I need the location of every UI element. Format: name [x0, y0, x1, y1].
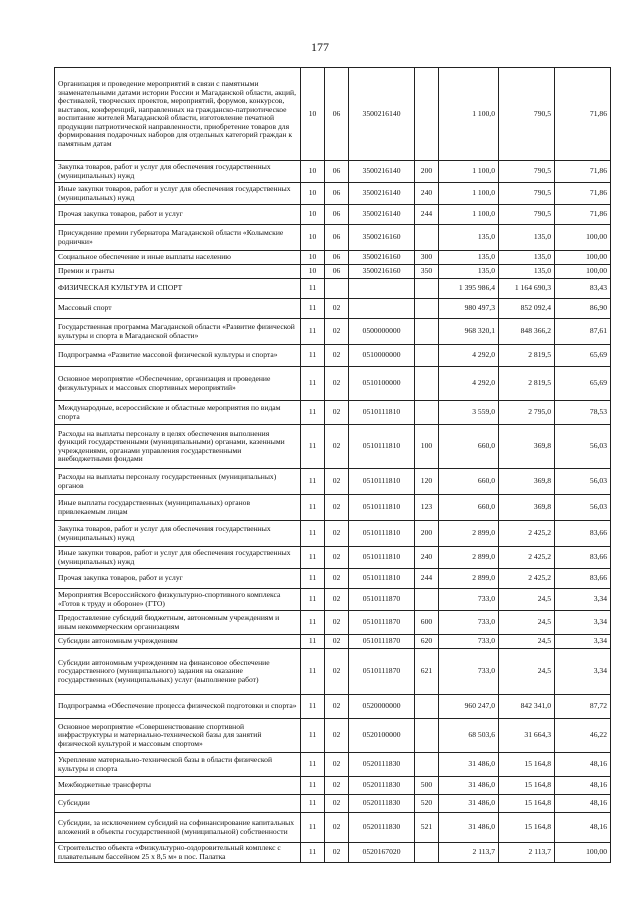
- row-target-article: 0510111870: [349, 649, 415, 695]
- row-plan-amount: 960 247,0: [439, 695, 499, 719]
- row-name: Закупка товаров, работ и услуг для обеспечения государственных (муниципальных) нужд: [55, 161, 301, 183]
- row-section: 11: [301, 495, 325, 521]
- row-expense-type: 621: [415, 649, 439, 695]
- row-plan-amount: 4 292,0: [439, 367, 499, 401]
- row-actual-amount: 135,0: [499, 265, 555, 279]
- row-subsection: 02: [325, 345, 349, 367]
- row-section: 11: [301, 425, 325, 469]
- row-plan-amount: 733,0: [439, 611, 499, 635]
- table-row: [55, 265, 611, 279]
- row-expense-type: [415, 401, 439, 425]
- row-plan-amount: 135,0: [439, 251, 499, 265]
- row-expense-type: 100: [415, 425, 439, 469]
- row-target-article: [349, 279, 415, 299]
- row-expense-type: [415, 367, 439, 401]
- row-execution-percent: 87,72: [555, 695, 611, 719]
- row-expense-type: [415, 225, 439, 251]
- row-target-article: [349, 299, 415, 319]
- row-section: 11: [301, 843, 325, 863]
- row-expense-type: [415, 319, 439, 345]
- row-name: Предоставление субсидий бюджетным, автономным учреждениям и иным некоммерческим организациям: [55, 611, 301, 635]
- row-expense-type: 500: [415, 777, 439, 795]
- row-name: Организация и проведение мероприятий в связи с памятными знаменательными датами истории России и Магаданской области, акций, фестивалей, творческих проектов, мероприятий, форумов, конкурсов, выставок, конференций, направленных на гражданско-патриотическое воспитание жителей Магаданской области, изготовление печатной продукции патриотической направленности, приобретение товаров для формирования подарочных наборов для отдельных категорий граждан к памятным датам: [55, 68, 301, 161]
- row-subsection: 02: [325, 425, 349, 469]
- row-expense-type: [415, 589, 439, 611]
- row-actual-amount: 2 425,2: [499, 547, 555, 569]
- row-expense-type: [415, 345, 439, 367]
- table-row: [55, 183, 611, 205]
- row-name: Расходы на выплаты персоналу государственных (муниципальных) органов: [55, 469, 301, 495]
- page-number: 177: [311, 40, 329, 54]
- row-actual-amount: 135,0: [499, 225, 555, 251]
- row-expense-type: 200: [415, 161, 439, 183]
- row-actual-amount: 24,5: [499, 635, 555, 649]
- row-actual-amount: 790,5: [499, 183, 555, 205]
- row-target-article: 0510111810: [349, 569, 415, 589]
- table-row: [55, 795, 611, 813]
- row-execution-percent: 83,66: [555, 569, 611, 589]
- row-actual-amount: 2 819,5: [499, 367, 555, 401]
- row-execution-percent: 100,00: [555, 843, 611, 863]
- row-execution-percent: 48,16: [555, 795, 611, 813]
- row-name: Субсидии, за исключением субсидий на софинансирование капитальных вложений в объекты государственной (муниципальной) собственности: [55, 813, 301, 843]
- row-expense-type: 244: [415, 205, 439, 225]
- row-section: 11: [301, 521, 325, 547]
- row-target-article: 3500216160: [349, 225, 415, 251]
- table-row: [55, 777, 611, 795]
- row-plan-amount: 733,0: [439, 649, 499, 695]
- row-section: 11: [301, 299, 325, 319]
- table-row: [55, 68, 611, 161]
- budget-table: [54, 67, 611, 863]
- table-row: [55, 611, 611, 635]
- row-expense-type: 240: [415, 547, 439, 569]
- row-subsection: 02: [325, 521, 349, 547]
- row-execution-percent: 3,34: [555, 635, 611, 649]
- row-subsection: 06: [325, 251, 349, 265]
- row-actual-amount: 2 425,2: [499, 569, 555, 589]
- row-actual-amount: 15 164,8: [499, 777, 555, 795]
- row-execution-percent: 100,00: [555, 265, 611, 279]
- row-actual-amount: 24,5: [499, 611, 555, 635]
- row-name: Строительство объекта «Физкультурно-оздоровительный комплекс с плавательным бассейном 25 х 8,5 м» в пос. Палатка: [55, 843, 301, 863]
- row-name: Прочая закупка товаров, работ и услуг: [55, 569, 301, 589]
- row-execution-percent: 71,86: [555, 205, 611, 225]
- table-row: [55, 753, 611, 777]
- row-plan-amount: 660,0: [439, 425, 499, 469]
- row-plan-amount: 980 497,3: [439, 299, 499, 319]
- row-plan-amount: 135,0: [439, 265, 499, 279]
- row-subsection: 02: [325, 635, 349, 649]
- row-actual-amount: 790,5: [499, 161, 555, 183]
- row-execution-percent: 56,03: [555, 469, 611, 495]
- row-plan-amount: 2 899,0: [439, 547, 499, 569]
- row-section: 10: [301, 183, 325, 205]
- row-target-article: 0510111870: [349, 635, 415, 649]
- row-section: 11: [301, 547, 325, 569]
- table-row: [55, 521, 611, 547]
- row-actual-amount: 15 164,8: [499, 795, 555, 813]
- row-subsection: 02: [325, 569, 349, 589]
- row-plan-amount: 31 486,0: [439, 813, 499, 843]
- row-plan-amount: 1 100,0: [439, 161, 499, 183]
- row-section: 10: [301, 265, 325, 279]
- row-target-article: 0510111810: [349, 547, 415, 569]
- row-section: 11: [301, 279, 325, 299]
- row-plan-amount: 968 320,1: [439, 319, 499, 345]
- row-expense-type: 520: [415, 795, 439, 813]
- row-subsection: 02: [325, 611, 349, 635]
- row-name: Межбюджетные трансферты: [55, 777, 301, 795]
- row-execution-percent: 83,66: [555, 547, 611, 569]
- row-expense-type: [415, 279, 439, 299]
- row-plan-amount: 3 559,0: [439, 401, 499, 425]
- table-row: [55, 649, 611, 695]
- row-subsection: 06: [325, 225, 349, 251]
- row-target-article: 0520000000: [349, 695, 415, 719]
- row-section: 11: [301, 813, 325, 843]
- row-name: Субсидии автономным учреждениям: [55, 635, 301, 649]
- row-execution-percent: 83,43: [555, 279, 611, 299]
- row-section: 10: [301, 251, 325, 265]
- row-expense-type: 600: [415, 611, 439, 635]
- row-section: 11: [301, 367, 325, 401]
- row-name: Субсидии автономным учреждениям на финансовое обеспечение государственного (муниципального) задания на оказание государственных (муниципальных) услуг (выполнение работ): [55, 649, 301, 695]
- row-subsection: 02: [325, 753, 349, 777]
- row-section: 11: [301, 589, 325, 611]
- row-expense-type: 620: [415, 635, 439, 649]
- row-actual-amount: 852 092,4: [499, 299, 555, 319]
- row-target-article: 3500216140: [349, 205, 415, 225]
- row-expense-type: 350: [415, 265, 439, 279]
- table-row: [55, 495, 611, 521]
- table-row: [55, 279, 611, 299]
- row-execution-percent: 78,53: [555, 401, 611, 425]
- row-execution-percent: 3,34: [555, 611, 611, 635]
- row-expense-type: [415, 68, 439, 161]
- row-name: Социальное обеспечение и иные выплаты населению: [55, 251, 301, 265]
- row-subsection: 02: [325, 469, 349, 495]
- row-plan-amount: 1 100,0: [439, 68, 499, 161]
- row-expense-type: 244: [415, 569, 439, 589]
- row-subsection: 02: [325, 795, 349, 813]
- row-plan-amount: 2 899,0: [439, 521, 499, 547]
- row-name: Премии и гранты: [55, 265, 301, 279]
- row-execution-percent: 100,00: [555, 251, 611, 265]
- row-target-article: 0520167020: [349, 843, 415, 863]
- row-name: Закупка товаров, работ и услуг для обеспечения государственных (муниципальных) нужд: [55, 521, 301, 547]
- row-target-article: 0510111810: [349, 425, 415, 469]
- row-section: 11: [301, 649, 325, 695]
- table-row: [55, 251, 611, 265]
- row-name: Международные, всероссийские и областные мероприятия по видам спорта: [55, 401, 301, 425]
- row-target-article: 0510111870: [349, 611, 415, 635]
- row-expense-type: [415, 753, 439, 777]
- row-subsection: 02: [325, 813, 349, 843]
- row-plan-amount: 1 100,0: [439, 205, 499, 225]
- row-plan-amount: 733,0: [439, 635, 499, 649]
- row-target-article: 0510111810: [349, 495, 415, 521]
- row-actual-amount: 15 164,8: [499, 813, 555, 843]
- row-plan-amount: 2 113,7: [439, 843, 499, 863]
- row-target-article: 0500000000: [349, 319, 415, 345]
- row-subsection: 02: [325, 589, 349, 611]
- row-subsection: 02: [325, 649, 349, 695]
- row-plan-amount: 4 292,0: [439, 345, 499, 367]
- row-target-article: 0510111870: [349, 589, 415, 611]
- table-row: [55, 719, 611, 753]
- row-plan-amount: 31 486,0: [439, 795, 499, 813]
- table-row: [55, 843, 611, 863]
- table-row: [55, 225, 611, 251]
- row-actual-amount: 135,0: [499, 251, 555, 265]
- row-section: 11: [301, 319, 325, 345]
- row-actual-amount: 24,5: [499, 589, 555, 611]
- row-target-article: 3500216160: [349, 265, 415, 279]
- row-subsection: 06: [325, 161, 349, 183]
- row-expense-type: 300: [415, 251, 439, 265]
- table-row: [55, 299, 611, 319]
- row-actual-amount: 15 164,8: [499, 753, 555, 777]
- row-actual-amount: 369,8: [499, 425, 555, 469]
- row-name: Расходы на выплаты персоналу в целях обеспечения выполнения функций государственными (муниципальными) органами, казенными учреждениями, органами управления государственными внебюджетными фондами: [55, 425, 301, 469]
- row-execution-percent: 65,69: [555, 345, 611, 367]
- row-expense-type: 123: [415, 495, 439, 521]
- row-section: 11: [301, 635, 325, 649]
- row-section: 11: [301, 569, 325, 589]
- table-row: [55, 469, 611, 495]
- row-plan-amount: 31 486,0: [439, 777, 499, 795]
- row-execution-percent: 56,03: [555, 495, 611, 521]
- row-target-article: 0510111810: [349, 401, 415, 425]
- row-target-article: 3500216140: [349, 161, 415, 183]
- row-plan-amount: 660,0: [439, 469, 499, 495]
- row-subsection: 02: [325, 719, 349, 753]
- row-target-article: 3500216140: [349, 183, 415, 205]
- row-subsection: 02: [325, 367, 349, 401]
- row-section: 11: [301, 753, 325, 777]
- row-section: 11: [301, 345, 325, 367]
- row-target-article: 0510111810: [349, 469, 415, 495]
- row-subsection: 02: [325, 401, 349, 425]
- table-row: [55, 569, 611, 589]
- row-execution-percent: 86,90: [555, 299, 611, 319]
- row-section: 11: [301, 695, 325, 719]
- row-execution-percent: 48,16: [555, 813, 611, 843]
- row-target-article: 0510000000: [349, 345, 415, 367]
- row-name: Иные выплаты государственных (муниципальных) органов привлекаемым лицам: [55, 495, 301, 521]
- row-execution-percent: 56,03: [555, 425, 611, 469]
- table-row: [55, 589, 611, 611]
- table-row: [55, 161, 611, 183]
- row-target-article: 0510100000: [349, 367, 415, 401]
- row-name: Иные закупки товаров, работ и услуг для обеспечения государственных (муниципальных) нужд: [55, 183, 301, 205]
- row-execution-percent: 71,86: [555, 183, 611, 205]
- row-execution-percent: 48,16: [555, 753, 611, 777]
- row-actual-amount: 2 425,2: [499, 521, 555, 547]
- row-actual-amount: 2 819,5: [499, 345, 555, 367]
- row-subsection: 06: [325, 205, 349, 225]
- table-row: [55, 345, 611, 367]
- row-name: Подпрограмма «Обеспечение процесса физической подготовки и спорта»: [55, 695, 301, 719]
- row-section: 11: [301, 401, 325, 425]
- row-actual-amount: 369,8: [499, 469, 555, 495]
- row-actual-amount: 790,5: [499, 68, 555, 161]
- row-name: Укрепление материально-технической базы в области физической культуры и спорта: [55, 753, 301, 777]
- table-row: [55, 547, 611, 569]
- row-expense-type: [415, 299, 439, 319]
- row-name: Присуждение премии губернатора Магаданской области «Колымские роднички»: [55, 225, 301, 251]
- row-execution-percent: 71,86: [555, 68, 611, 161]
- row-name: Государственная программа Магаданской области «Развитие физической культуры и спорта в Магаданской области»: [55, 319, 301, 345]
- table-row: [55, 401, 611, 425]
- row-plan-amount: 68 503,6: [439, 719, 499, 753]
- row-subsection: 02: [325, 843, 349, 863]
- table-row: [55, 205, 611, 225]
- row-actual-amount: 1 164 690,3: [499, 279, 555, 299]
- row-subsection: 02: [325, 299, 349, 319]
- row-actual-amount: 2 113,7: [499, 843, 555, 863]
- row-subsection: 06: [325, 265, 349, 279]
- row-subsection: [325, 279, 349, 299]
- row-expense-type: [415, 843, 439, 863]
- row-expense-type: 200: [415, 521, 439, 547]
- row-section: 11: [301, 777, 325, 795]
- row-expense-type: 521: [415, 813, 439, 843]
- row-subsection: 02: [325, 495, 349, 521]
- row-section: 11: [301, 611, 325, 635]
- row-subsection: 02: [325, 547, 349, 569]
- row-actual-amount: 369,8: [499, 495, 555, 521]
- row-actual-amount: 848 366,2: [499, 319, 555, 345]
- row-execution-percent: 3,34: [555, 649, 611, 695]
- row-section: 10: [301, 161, 325, 183]
- table-row: [55, 425, 611, 469]
- row-subsection: 02: [325, 319, 349, 345]
- row-name: Основное мероприятие «Обеспечение, организация и проведение физкультурных и массовых спортивных мероприятий»: [55, 367, 301, 401]
- row-target-article: 3500216160: [349, 251, 415, 265]
- row-name: Субсидии: [55, 795, 301, 813]
- row-expense-type: 240: [415, 183, 439, 205]
- row-name: Подпрограмма «Развитие массовой физической культуры и спорта»: [55, 345, 301, 367]
- row-target-article: 3500216140: [349, 68, 415, 161]
- row-section: 10: [301, 225, 325, 251]
- row-plan-amount: 733,0: [439, 589, 499, 611]
- table-row: [55, 813, 611, 843]
- row-target-article: 0520100000: [349, 719, 415, 753]
- table-row: [55, 635, 611, 649]
- table-row: [55, 319, 611, 345]
- row-section: 11: [301, 795, 325, 813]
- row-actual-amount: 790,5: [499, 205, 555, 225]
- row-actual-amount: 31 664,3: [499, 719, 555, 753]
- row-target-article: 0510111810: [349, 521, 415, 547]
- row-name: Иные закупки товаров, работ и услуг для обеспечения государственных (муниципальных) нужд: [55, 547, 301, 569]
- row-expense-type: [415, 719, 439, 753]
- row-plan-amount: 2 899,0: [439, 569, 499, 589]
- row-execution-percent: 46,22: [555, 719, 611, 753]
- row-execution-percent: 48,16: [555, 777, 611, 795]
- row-expense-type: 120: [415, 469, 439, 495]
- row-subsection: 06: [325, 68, 349, 161]
- row-section: 11: [301, 469, 325, 495]
- row-section: 10: [301, 205, 325, 225]
- row-execution-percent: 83,66: [555, 521, 611, 547]
- row-target-article: 0520111830: [349, 813, 415, 843]
- row-plan-amount: 660,0: [439, 495, 499, 521]
- table-row: [55, 367, 611, 401]
- row-target-article: 0520111830: [349, 777, 415, 795]
- row-execution-percent: 65,69: [555, 367, 611, 401]
- row-name: ФИЗИЧЕСКАЯ КУЛЬТУРА И СПОРТ: [55, 279, 301, 299]
- row-subsection: 06: [325, 183, 349, 205]
- row-plan-amount: 31 486,0: [439, 753, 499, 777]
- row-name: Мероприятия Всероссийского физкультурно-спортивного комплекса «Готов к труду и обороне» (ГТО): [55, 589, 301, 611]
- budget-table-body: [55, 68, 611, 863]
- row-actual-amount: 2 795,0: [499, 401, 555, 425]
- row-execution-percent: 87,61: [555, 319, 611, 345]
- row-plan-amount: 135,0: [439, 225, 499, 251]
- row-execution-percent: 3,34: [555, 589, 611, 611]
- row-target-article: 0520111830: [349, 753, 415, 777]
- row-subsection: 02: [325, 695, 349, 719]
- row-execution-percent: 100,00: [555, 225, 611, 251]
- row-section: 11: [301, 719, 325, 753]
- row-name: Массовый спорт: [55, 299, 301, 319]
- table-row: [55, 695, 611, 719]
- row-target-article: 0520111830: [349, 795, 415, 813]
- row-subsection: 02: [325, 777, 349, 795]
- row-execution-percent: 71,86: [555, 161, 611, 183]
- row-name: Основное мероприятие «Совершенствование спортивной инфраструктуры и материально-технической базы для занятий физической культурой и массовым спортом»: [55, 719, 301, 753]
- row-actual-amount: 842 341,0: [499, 695, 555, 719]
- row-expense-type: [415, 695, 439, 719]
- row-plan-amount: 1 395 986,4: [439, 279, 499, 299]
- row-section: 10: [301, 68, 325, 161]
- row-actual-amount: 24,5: [499, 649, 555, 695]
- row-name: Прочая закупка товаров, работ и услуг: [55, 205, 301, 225]
- row-plan-amount: 1 100,0: [439, 183, 499, 205]
